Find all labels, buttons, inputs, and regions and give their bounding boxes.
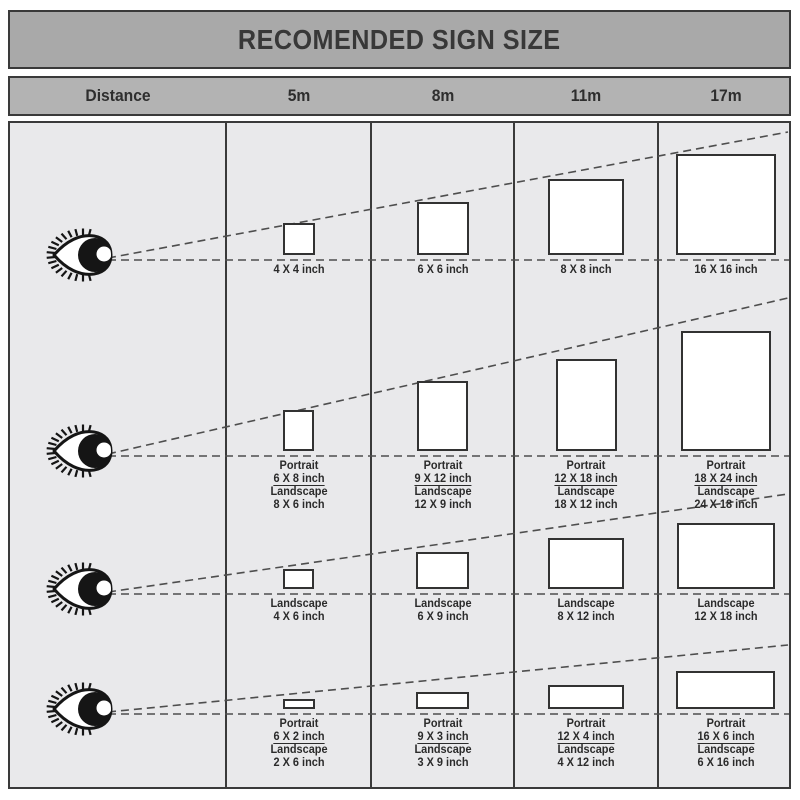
sign-label: [417, 264, 468, 277]
sign-box: [283, 569, 314, 589]
sign-label-line: [697, 731, 754, 745]
sign-label-line: [557, 744, 614, 757]
sign-size-text: 3 X 9 inch: [416, 756, 468, 769]
sign-size-text: Portrait: [706, 460, 745, 472]
title-bar: [8, 10, 791, 69]
sign-size-text: 2 X 6 inch: [272, 756, 324, 769]
sign-label-line: [414, 611, 471, 624]
sign-label-line: [694, 598, 757, 611]
sign-label-line: [270, 744, 327, 757]
sign-size-text: Landscape: [696, 486, 755, 499]
sign-label-line: [270, 473, 327, 487]
sign-size-text: Landscape: [557, 598, 615, 610]
sign-size-text: Portrait: [423, 460, 462, 472]
eye-icon: [47, 229, 112, 282]
sign-label-line: [554, 486, 617, 499]
sign-label-line: [414, 757, 471, 770]
sign-label-line: [270, 611, 327, 624]
sign-size-text: 6 X 16 inch: [696, 756, 755, 769]
sign-box: [416, 692, 469, 709]
sign-label: [697, 718, 754, 769]
sign-label-line: [557, 757, 614, 770]
sign-label-line: [270, 731, 327, 745]
eye-icon: [47, 563, 112, 616]
sign-size-text: 4 X 12 inch: [557, 756, 615, 769]
sign-label-line: [697, 744, 754, 757]
sign-box: [677, 523, 775, 589]
sign-label-line: [697, 718, 754, 731]
sign-box: [283, 223, 315, 255]
sign-label-line: [694, 499, 757, 512]
column-header-5m: 5m: [287, 86, 310, 105]
sign-box: [548, 179, 624, 255]
sign-box: [681, 331, 771, 451]
eye-highlight: [97, 581, 112, 596]
sign-size-underlined: 9 X 12 inch: [413, 472, 472, 485]
sign-label-line: [414, 598, 471, 611]
sign-size-text: 6 X 6 inch: [416, 264, 469, 276]
sign-label-line: [560, 264, 611, 277]
eye-highlight: [97, 701, 112, 716]
sign-box: [417, 202, 469, 255]
eye-highlight: [97, 443, 112, 458]
sign-size-text: 4 X 6 inch: [272, 610, 324, 623]
sign-label: [414, 718, 471, 769]
column-header-8m: 8m: [431, 86, 454, 105]
sign-size-text: 8 X 8 inch: [560, 264, 612, 276]
sign-label: [560, 264, 611, 277]
eye-icon: [47, 683, 112, 736]
sign-label-line: [557, 611, 614, 624]
sign-size-underlined: 16 X 6 inch: [696, 730, 755, 743]
sign-label-line: [414, 731, 471, 745]
sign-label-line: [694, 460, 757, 473]
sign-label-line: [694, 473, 757, 487]
sign-label: [554, 460, 617, 511]
sign-size-text: Landscape: [269, 744, 328, 757]
sign-size-text: Portrait: [566, 460, 606, 472]
sign-size-text: Landscape: [696, 598, 755, 610]
sign-box: [548, 685, 624, 709]
sign-label-line: [414, 744, 471, 757]
sign-size-underlined: 12 X 4 inch: [557, 730, 615, 743]
sign-label: [694, 460, 757, 511]
sign-label: [557, 718, 614, 769]
sign-label-line: [694, 264, 757, 277]
sign-label-line: [557, 598, 614, 611]
sign-size-text: Landscape: [269, 486, 328, 499]
sign-label: [270, 598, 327, 623]
sign-size-underlined: 9 X 3 inch: [416, 730, 468, 743]
sign-label: [694, 264, 757, 277]
sign-label-line: [557, 731, 614, 745]
sign-label-line: [270, 598, 327, 611]
sign-box: [676, 671, 775, 709]
sign-size-text: 18 X 12 inch: [554, 498, 618, 511]
sign-size-text: 12 X 9 inch: [413, 498, 472, 511]
sign-label-line: [270, 718, 327, 731]
column-header-11m: 11m: [570, 86, 602, 105]
sign-label-line: [697, 757, 754, 770]
sign-box: [556, 359, 617, 451]
sign-table: [8, 121, 791, 789]
sign-size-text: Landscape: [413, 744, 472, 757]
sign-label-line: [554, 499, 617, 512]
sign-label-line: [270, 499, 327, 512]
sign-size-text: 8 X 12 inch: [557, 610, 615, 623]
sign-label: [273, 264, 324, 277]
sign-label-line: [554, 473, 617, 487]
sign-size-underlined: 6 X 8 inch: [272, 472, 324, 485]
sign-size-text: 16 X 16 inch: [693, 264, 758, 276]
sign-label-line: [414, 460, 471, 473]
sign-label-line: [557, 718, 614, 731]
sign-label-line: [270, 757, 327, 770]
eye-highlight: [97, 247, 112, 262]
sign-size-text: 24 X 18 inch: [693, 498, 758, 511]
sign-size-underlined: 12 X 18 inch: [554, 472, 618, 485]
sign-label: [557, 598, 614, 623]
sign-label-line: [554, 460, 617, 473]
page-title: RECOMENDED SIGN SIZE: [238, 23, 561, 55]
sign-label-line: [414, 499, 471, 512]
sign-label-line: [694, 486, 757, 499]
sign-label-line: [414, 486, 471, 499]
sign-size-text: Landscape: [413, 486, 472, 499]
sign-size-text: Landscape: [557, 486, 615, 499]
sign-size-underlined: 6 X 2 inch: [272, 730, 324, 743]
sign-label: [694, 598, 757, 623]
sign-box: [548, 538, 624, 589]
sign-label: [414, 460, 471, 511]
sign-size-text: 4 X 4 inch: [272, 264, 325, 276]
sign-label: [270, 460, 327, 511]
sign-size-underlined: 18 X 24 inch: [693, 472, 758, 485]
sign-box: [283, 410, 314, 451]
sign-label-line: [270, 486, 327, 499]
sign-size-text: 6 X 9 inch: [416, 610, 468, 623]
sign-label-line: [414, 718, 471, 731]
distance-column-header: Distance: [85, 86, 151, 105]
sign-label-line: [270, 460, 327, 473]
sign-box: [416, 552, 469, 589]
sign-size-text: Landscape: [269, 598, 328, 610]
sign-box: [283, 699, 315, 709]
sign-label: [414, 598, 471, 623]
sign-size-text: Portrait: [279, 718, 318, 730]
sign-size-text: 12 X 18 inch: [693, 610, 758, 623]
sign-size-text: Portrait: [279, 460, 318, 472]
sign-size-text: Landscape: [557, 744, 615, 757]
sign-size-text: Landscape: [696, 744, 755, 757]
sign-label-line: [417, 264, 468, 277]
sign-size-text: Landscape: [413, 598, 472, 610]
eye-icon: [47, 425, 112, 478]
sign-size-text: Portrait: [706, 718, 745, 730]
sign-label: [270, 718, 327, 769]
sign-size-text: Portrait: [423, 718, 462, 730]
sign-size-text: 8 X 6 inch: [272, 498, 324, 511]
sight-lines-layer: [10, 123, 789, 787]
sign-label-line: [694, 611, 757, 624]
sign-size-text: Portrait: [566, 718, 606, 730]
sign-box: [417, 381, 468, 451]
sign-label-line: [414, 473, 471, 487]
sign-label-line: [273, 264, 324, 277]
header-row: [8, 76, 791, 116]
column-header-17m: 17m: [709, 86, 742, 105]
sign-box: [676, 154, 776, 255]
